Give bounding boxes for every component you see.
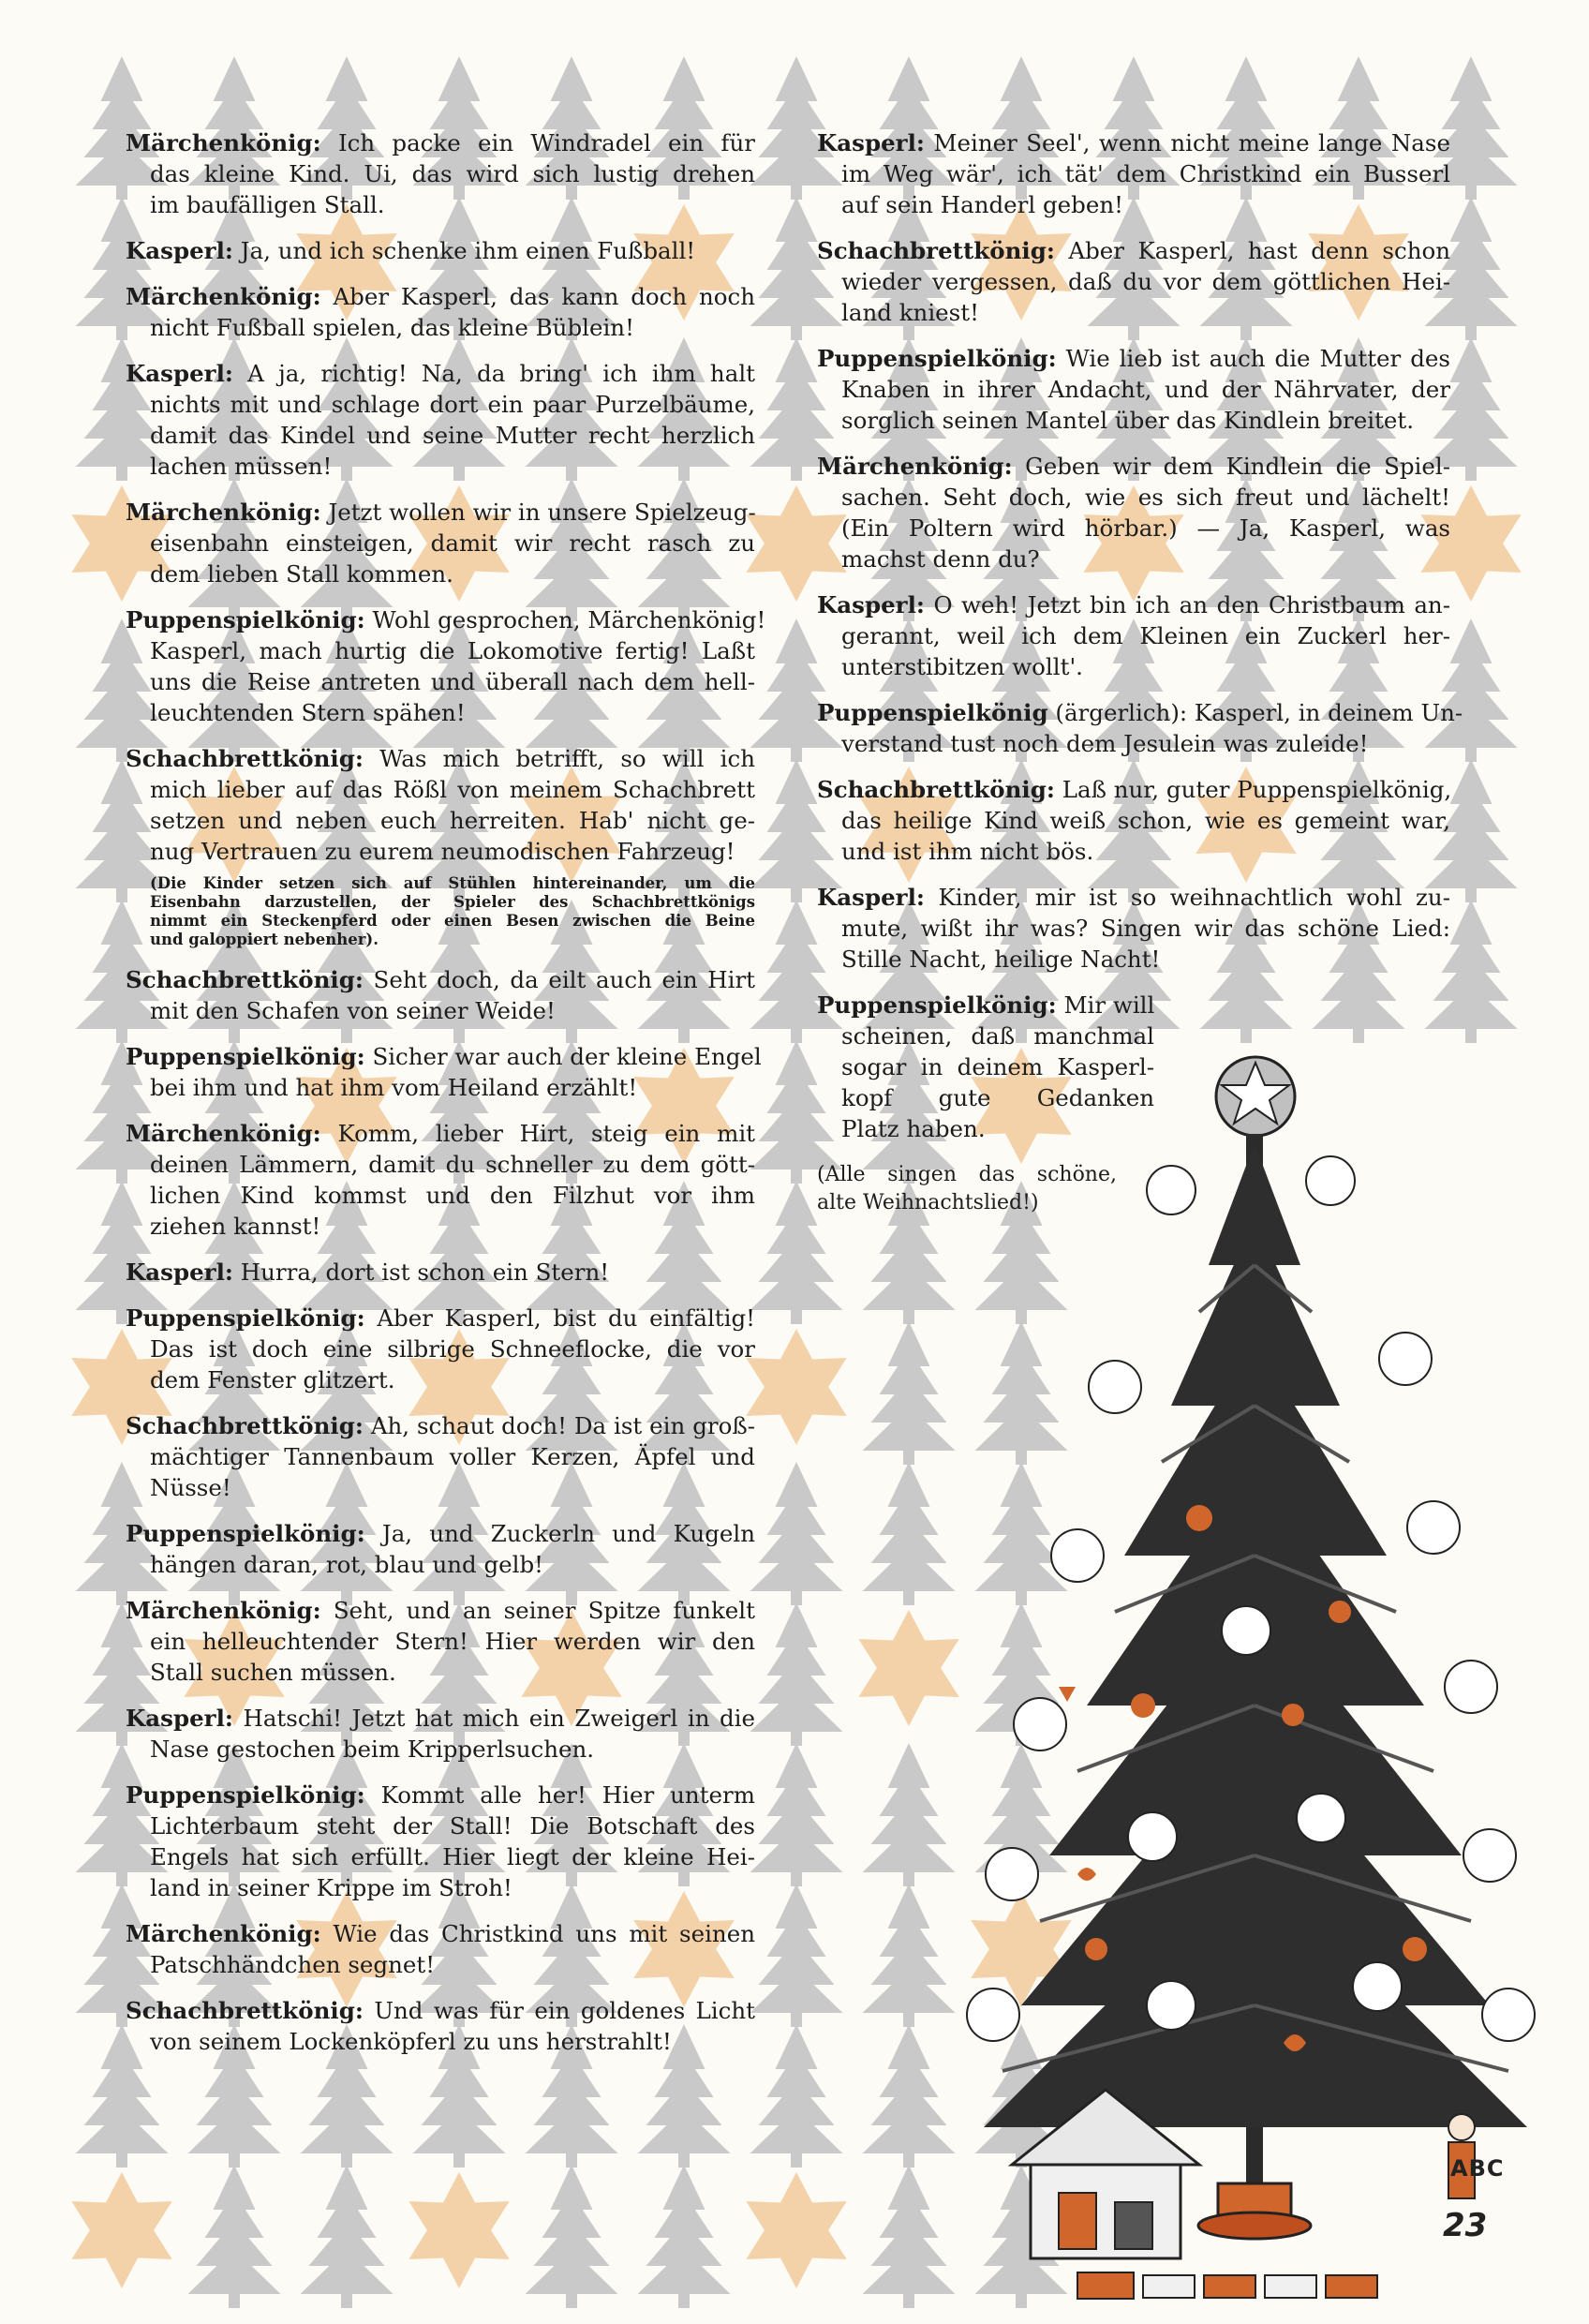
- dialogue-text: dem lieben Stall kommen.: [150, 560, 453, 588]
- speaker-name: Puppenspielkönig:: [126, 1781, 365, 1809]
- dialogue-line: [126, 1780, 755, 1903]
- dialogue-first-line: [126, 1995, 755, 2026]
- dialogue-text: sachen. Seht doch, wie es sich freut und lächelt!: [841, 484, 1450, 511]
- speaker-name: Puppenspielkönig:: [126, 1304, 365, 1332]
- dialogue-first-line: [817, 990, 1154, 1020]
- speaker-name: Schachbrettkönig:: [126, 966, 364, 993]
- dialogue-text: Stille Nacht, heilige Nacht!: [841, 946, 1161, 973]
- speaker-name: Kasperl:: [817, 591, 925, 618]
- dialogue-text: Hurra, dort ist schon ein Stern!: [240, 1259, 610, 1286]
- dialogue-text: Was mich betrifft, so will ich: [379, 745, 755, 772]
- dialogue-first-line: [817, 882, 1450, 913]
- tree-stand: [1198, 2183, 1311, 2239]
- dialogue-text: auf sein Handerl geben!: [841, 191, 1123, 218]
- speaker-name: Kasperl:: [126, 360, 233, 387]
- final-stage-direction: [817, 1161, 1450, 1217]
- dialogue-text: kopf gute Gedanken: [841, 1084, 1154, 1111]
- right-text-column: [817, 127, 1463, 1217]
- stage-direction-line: und galoppiert nebenher).: [150, 931, 379, 948]
- dialogue-first-line: [126, 281, 755, 312]
- background-tree: [526, 2165, 618, 2308]
- dialogue-text: Kinder, mir ist so weihnachtlich wohl zu-: [938, 884, 1450, 911]
- dialogue-text: gerannt, weil ich dem Kleinen ein Zuckerl her-: [841, 622, 1450, 649]
- dialogue-text: dem Fenster glitzert.: [150, 1366, 395, 1393]
- dialogue-first-line: [126, 1410, 755, 1441]
- dialogue-text: im baufälligen Stall.: [150, 191, 385, 218]
- speaker-name: Märchenkönig:: [126, 129, 321, 156]
- dialogue-text: Aber Kasperl, bist du einfältig!: [377, 1304, 755, 1332]
- dialogue-line: [817, 127, 1450, 220]
- dialogue-text: Und was für ein goldenes Licht: [374, 1997, 755, 2024]
- dialogue-line: [817, 882, 1450, 975]
- dialogue-text: mute, wißt ihr was? Singen wir das schöne Lied:: [841, 915, 1450, 942]
- dialogue-text: ein helleuchtender Stern! Hier werden wir den: [150, 1628, 755, 1655]
- speaker-name: Kasperl:: [126, 1705, 233, 1732]
- dialogue-text: land in seiner Krippe im Stroh!: [150, 1874, 512, 1901]
- dialogue-text: (Ein Poltern wird hörbar.) — Ja, Kasperl, was: [841, 514, 1450, 542]
- dialogue-text: lichen Kind kommst und den Filzhut vor ihm: [150, 1182, 755, 1209]
- dialogue-first-line: [126, 1041, 762, 1072]
- dialogue-first-line: [126, 358, 755, 389]
- dialogue-text: und ist ihm nicht bös.: [841, 838, 1094, 865]
- dialogue-first-line: [126, 604, 766, 635]
- dialogue-line: [126, 1918, 755, 1980]
- dialogue-text: mit den Schafen von seiner Weide!: [150, 997, 556, 1024]
- dialogue-text: Ja, und ich schenke ihm einen Fußball!: [240, 237, 696, 264]
- dialogue-text: Mir will: [1063, 991, 1155, 1019]
- final-stage-line: alte Weihnachtslied!): [817, 1191, 1039, 1214]
- dialogue-text: Das ist doch eine silbrige Schneeflocke, die vor: [150, 1335, 755, 1363]
- dialogue-text: bei ihm und hat ihm vom Heiland erzählt!: [150, 1074, 638, 1101]
- dialogue-line: [126, 1257, 755, 1288]
- dialogue-text: uns die Reise antreten und überall nach dem hell-: [150, 668, 755, 695]
- dialogue-first-line: [126, 497, 755, 528]
- speaker-name: Märchenkönig:: [126, 1120, 321, 1147]
- dialogue-text: wieder vergessen, daß du vor dem göttlichen Hei-: [841, 268, 1450, 295]
- dialogue-text: Hatschi! Jetzt hat mich ein Zweigerl in die: [243, 1705, 755, 1732]
- dialogue-line: [126, 1303, 755, 1395]
- dialogue-first-line: [126, 1303, 755, 1333]
- dialogue-first-line: [817, 774, 1450, 805]
- dialogue-text: nicht Fußball spielen, das kleine Büblein!: [150, 314, 634, 341]
- dialogue-line: [817, 343, 1450, 436]
- background-tree: [188, 2165, 281, 2308]
- dialogue-line: [126, 1518, 755, 1580]
- dialogue-first-line: [817, 343, 1450, 374]
- dialogue-text: Meiner Seel', wenn nicht meine lange Nase: [933, 129, 1450, 156]
- stage-direction-line: Eisenbahn darzustellen, der Spieler des Schachbrettkönigs: [150, 893, 755, 911]
- speaker-name: Kasperl:: [817, 884, 925, 911]
- dialogue-first-line: [126, 235, 755, 266]
- speaker-name: Puppenspielkönig:: [817, 345, 1057, 372]
- page-number: 23: [1443, 2207, 1488, 2244]
- dialogue-text: Geben wir dem Kindlein die Spiel-: [1025, 453, 1450, 480]
- dialogue-first-line: [126, 1595, 755, 1626]
- dialogue-text: von seinem Lockenköpferl zu uns herstrahlt!: [150, 2028, 672, 2055]
- speaker-name: Puppenspielkönig:: [126, 1520, 365, 1547]
- speaker-name: Puppenspielkönig:: [126, 606, 365, 633]
- dialogue-text: Kasperl, mach hurtig die Lokomotive fertig! Laßt: [150, 637, 755, 664]
- dialogue-first-line: [126, 1257, 755, 1288]
- dialogue-line: [817, 451, 1450, 574]
- dialogue-line: [817, 589, 1450, 682]
- dialogue-line: [126, 1703, 755, 1765]
- final-stage-line: (Alle singen das schöne,: [817, 1163, 1117, 1186]
- speaker-name: Märchenkönig:: [126, 283, 321, 310]
- dialogue-text: machst denn du?: [841, 545, 1040, 573]
- dialogue-line: [126, 743, 755, 867]
- speaker-name: Schachbrettkönig:: [817, 237, 1055, 264]
- artist-signature: ABC: [1450, 2155, 1505, 2182]
- dialogue-first-line: [817, 589, 1450, 620]
- speaker-name: Kasperl:: [126, 237, 233, 264]
- background-star: [746, 2172, 846, 2288]
- dialogue-text: leuchtenden Stern spähen!: [150, 699, 466, 726]
- dialogue-text: Nüsse!: [150, 1474, 231, 1501]
- background-star: [71, 2172, 171, 2288]
- dialogue-text: Ich packe ein Windradel ein für: [337, 129, 755, 156]
- speaker-name: Märchenkönig:: [817, 453, 1013, 480]
- dialogue-text: Knaben in ihrer Andacht, und der Nährvater, der: [841, 376, 1450, 403]
- dialogue-text: (ärgerlich): Kasperl, in deinem Un-: [1055, 699, 1463, 726]
- dialogue-text: hängen daran, rot, blau und gelb!: [150, 1551, 544, 1578]
- dialogue-line: [817, 990, 1154, 1144]
- dialogue-first-line: [126, 127, 755, 158]
- background-tree: [750, 1884, 843, 2027]
- dialogue-text: Laß nur, guter Puppenspielkönig,: [1062, 776, 1452, 803]
- dialogue-first-line: [817, 127, 1450, 158]
- dialogue-first-line: [126, 1780, 755, 1810]
- background-tree: [750, 1602, 843, 1746]
- dialogue-text: im Weg wär', ich tät' dem Christkind ein Busserl: [841, 160, 1450, 187]
- dialogue-text: mich lieber auf das Rößl von meinem Schachbrett: [150, 776, 755, 803]
- dialogue-first-line: [817, 235, 1450, 266]
- dialogue-text: lachen müssen!: [150, 453, 333, 480]
- dialogue-text: Nase gestochen beim Kripperlsuchen.: [150, 1736, 595, 1763]
- dialogue-line: [126, 358, 755, 482]
- dialogue-text: nug Vertrauen zu eurem neumodischen Fahrzeug!: [150, 838, 735, 865]
- dialogue-first-line: [126, 1118, 755, 1149]
- dialogue-text: Stall suchen müssen.: [150, 1659, 396, 1686]
- dialogue-first-line: [817, 451, 1450, 482]
- speaker-name: Märchenkönig:: [126, 499, 321, 526]
- speaker-name: Kasperl:: [126, 1259, 233, 1286]
- dialogue-text: Wie lieb ist auch die Mutter des: [1065, 345, 1450, 372]
- dialogue-line: [126, 1595, 755, 1688]
- dialogue-line: [126, 1995, 755, 2057]
- speaker-name: Märchenkönig:: [126, 1920, 321, 1947]
- dialogue-text: eisenbahn einsteigen, damit wir recht rasch zu: [150, 529, 755, 557]
- dialogue-first-line: [126, 743, 755, 774]
- dialogue-line: [126, 281, 755, 343]
- dialogue-text: deinen Lämmern, damit du schneller zu dem gött-: [150, 1151, 755, 1178]
- dialogue-text: Seht doch, da eilt auch ein Hirt: [373, 966, 756, 993]
- speaker-name: Schachbrettkönig:: [817, 776, 1055, 803]
- dialogue-text: sorglich seinen Mantel über das Kindlein breitet.: [841, 407, 1415, 434]
- dialogue-text: ziehen kannst!: [150, 1213, 321, 1240]
- christmas-tree-illustration: [890, 1031, 1565, 2324]
- dialogue-line: [817, 774, 1450, 867]
- dialogue-text: Wohl gesprochen, Märchenkönig!: [372, 606, 766, 633]
- dialogue-line: [126, 964, 755, 1026]
- speaker-name: Puppenspielkönig:: [817, 991, 1057, 1019]
- speaker-name: Puppenspielkönig: [817, 699, 1048, 726]
- dialogue-text: das kleine Kind. Ui, das wird sich lustig drehen: [150, 160, 755, 187]
- background-tree: [638, 2165, 731, 2308]
- dialogue-first-line: [126, 1518, 755, 1549]
- speaker-name: Kasperl:: [817, 129, 925, 156]
- dialogue-text: sogar in deinem Kasperl-: [841, 1053, 1154, 1080]
- dialogue-first-line: [126, 1703, 755, 1734]
- stage-direction-line: (Die Kinder setzen sich auf Stühlen hintereinander, um die: [150, 874, 755, 892]
- dialogue-line: [126, 1041, 762, 1103]
- background-tree: [750, 1462, 843, 1605]
- dialogue-first-line: [817, 697, 1463, 728]
- dialogue-first-line: [126, 964, 755, 995]
- dialogue-text: scheinen, daß manchmal: [841, 1022, 1154, 1050]
- speaker-name: Schachbrettkönig:: [126, 1412, 364, 1439]
- dialogue-text: verstand tust noch dem Jesulein was zuleide!: [841, 730, 1369, 757]
- dialogue-text: Patschhändchen segnet!: [150, 1951, 436, 1978]
- dialogue-text: A ja, richtig! Na, da bring' ich ihm halt: [247, 360, 755, 387]
- dialogue-text: das heilige Kind weiß schon, wie es gemeint war,: [841, 807, 1450, 834]
- dialogue-text: O weh! Jetzt bin ich an den Christbaum an-: [933, 591, 1450, 618]
- background-tree: [301, 2165, 394, 2308]
- background-tree: [750, 2024, 843, 2168]
- background-tree: [750, 1743, 843, 1886]
- dialogue-text: Ja, und Zuckerln und Kugeln: [381, 1520, 755, 1547]
- dialogue-text: Jetzt wollen wir in unsere Spielzeug-: [328, 499, 756, 526]
- dialogue-line: [126, 497, 755, 589]
- dialogue-text: mächtiger Tannenbaum voller Kerzen, Äpfel und: [150, 1443, 755, 1470]
- dialogue-text: Seht, und an seiner Spitze funkelt: [333, 1597, 755, 1624]
- dialogue-line: [126, 1118, 755, 1242]
- dialogue-text: Lichterbaum steht der Stall! Die Botschaft des: [150, 1812, 755, 1840]
- dialogue-text: land kniest!: [841, 299, 979, 326]
- dialogue-line: [817, 697, 1463, 759]
- dialogue-line: [126, 1410, 755, 1503]
- dialogue-text: Engels hat sich erfüllt. Hier liegt der kleine Hei-: [150, 1843, 755, 1870]
- dialogue-text: Platz haben.: [841, 1115, 986, 1142]
- dialogue-line: [126, 127, 755, 220]
- dialogue-text: Sicher war auch der kleine Engel: [372, 1043, 762, 1070]
- dialogue-line: [126, 235, 755, 266]
- background-star: [746, 1329, 846, 1445]
- dialogue-text: Aber Kasperl, hast denn schon: [1068, 237, 1451, 264]
- speaker-name: Puppenspielkönig:: [126, 1043, 365, 1070]
- speaker-name: Schachbrettkönig:: [126, 1997, 364, 2024]
- dialogue-line: [126, 604, 766, 728]
- background-star: [408, 2172, 509, 2288]
- dialogue-text: Komm, lieber Hirt, steig ein mit: [337, 1120, 755, 1147]
- dialogue-first-line: [126, 1918, 755, 1949]
- dialogue-text: Aber Kasperl, das kann doch noch: [333, 283, 755, 310]
- dialogue-text: nichts mit und schlage dort ein paar Purzelbäume,: [150, 391, 755, 418]
- dialogue-text: unterstibitzen wollt'.: [841, 653, 1083, 680]
- dialogue-text: setzen und neben euch herreiten. Hab' nicht ge-: [150, 807, 755, 834]
- dialogue-text: damit das Kindel und seine Mutter recht herzlich: [150, 422, 755, 449]
- dialogue-text: Ah, schaut doch! Da ist ein groß-: [370, 1412, 755, 1439]
- speaker-name: Märchenkönig:: [126, 1597, 321, 1624]
- dialogue-text: Wie das Christkind uns mit seinen: [333, 1920, 755, 1947]
- dialogue-line: [817, 235, 1450, 328]
- left-text-column: [126, 127, 766, 2072]
- toy-train: [1077, 2272, 1377, 2299]
- stage-direction: [126, 874, 755, 949]
- stage-direction-line: nimmt ein Steckenpferd oder einen Besen zwischen die Beine: [150, 912, 755, 930]
- dialogue-text: Kommt alle her! Hier unterm: [380, 1781, 755, 1809]
- speaker-name: Schachbrettkönig:: [126, 745, 364, 772]
